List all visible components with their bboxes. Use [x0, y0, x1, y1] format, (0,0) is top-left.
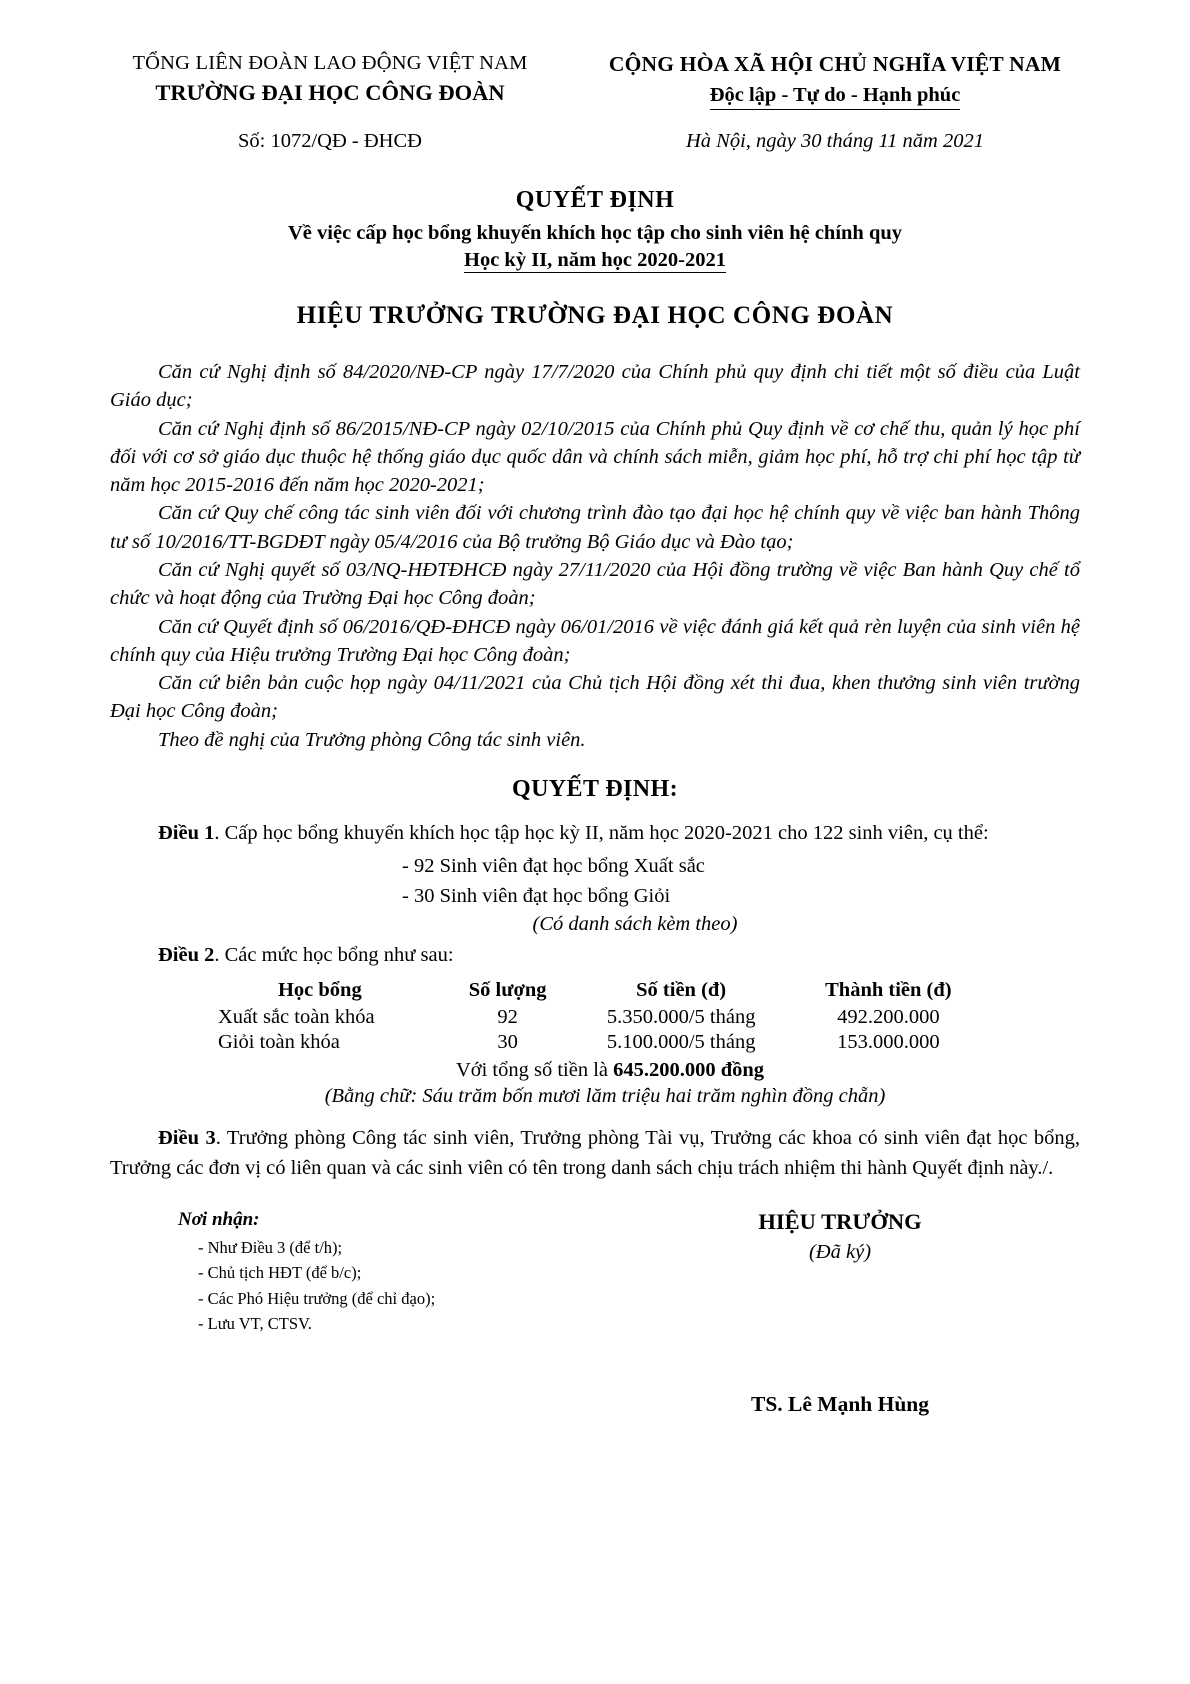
scholarship-table — [200, 979, 990, 1055]
recipients-list — [110, 1235, 630, 1337]
table-header-cell: Số tiền (đ) — [636, 979, 727, 1002]
article-2 — [110, 944, 1080, 967]
document-footer — [0, 1209, 1190, 1417]
header-right-block — [590, 52, 1080, 110]
table-row — [200, 1030, 990, 1055]
decide-heading: QUYẾT ĐỊNH: — [512, 775, 678, 802]
national-motto: Độc lập - Tự do - Hạnh phúc — [710, 84, 961, 110]
table-cell: Giỏi toàn khóa — [218, 1031, 340, 1054]
signer-title: HIỆU TRƯỞNG — [758, 1208, 922, 1234]
document-term — [464, 249, 726, 272]
recipient-item: - Như Điều 3 (để t/h); — [198, 1237, 343, 1257]
document-number: Số: 1072/QĐ - ĐHCĐ — [238, 130, 422, 152]
title-block — [0, 187, 1190, 330]
preamble-paragraph: Căn cứ Nghị định số 86/2015/NĐ-CP ngày 02/10/2015 của Chính phủ Quy định về cơ chế thu, quản lý học phí đối với cơ sở giáo dục thuộc hệ thống giáo dục quốc dân và chính sách miễn, giảm học phí, hỗ trợ chi phí học tập từ năm học 2015-2016 đến năm học 2020-2021; — [110, 417, 1080, 497]
signed-note: (Đã ký) — [808, 1240, 872, 1263]
table-cell: 492.200.000 — [837, 1006, 940, 1029]
article-1 — [110, 819, 1080, 848]
table-header-cell: Thành tiền (đ) — [825, 979, 952, 1002]
table-row — [200, 1005, 990, 1030]
table-cell: 5.350.000/5 tháng — [606, 1006, 756, 1029]
document-term-text: Học kỳ II, năm học 2020-2021 — [464, 249, 726, 271]
recipients-block — [110, 1209, 630, 1417]
article-1-item-list — [110, 852, 1080, 911]
preamble-paragraph: Căn cứ Nghị định số 84/2020/NĐ-CP ngày 17/7/2020 của Chính phủ quy định chi tiết một số điều của Luật Giáo dục; — [110, 361, 1080, 412]
preamble-paragraph: Theo đề nghị của Trưởng phòng Công tác sinh viên. — [158, 728, 586, 751]
article-1-label: Điều 1 — [158, 821, 215, 844]
document-body — [0, 358, 1190, 1183]
total-amount-line — [110, 1059, 1080, 1082]
table-cell: 30 — [497, 1031, 518, 1054]
document-title: QUYẾT ĐỊNH — [515, 187, 675, 213]
recipient-item: - Các Phó Hiệu trưởng (để chỉ đạo); — [198, 1288, 436, 1308]
table-header-cell: Học bổng — [277, 979, 362, 1002]
school-name: TRƯỜNG ĐẠI HỌC CÔNG ĐOÀN — [155, 80, 505, 105]
signer-name: TS. Lê Mạnh Hùng — [750, 1391, 930, 1416]
preamble-paragraph: Căn cứ Quy chế công tác sinh viên đối với chương trình đào tạo đại học hệ chính quy về việc ban hành Thông tư số 10/2016/TT-BGDĐT ngày 05/4/2016 của Bộ trưởng Bộ Giáo dục và Đào tạo; — [110, 502, 1080, 553]
article-2-label: Điều 2 — [158, 944, 215, 967]
article-1-text: . Cấp học bổng khuyến khích học tập học kỳ II, năm học 2020-2021 cho 122 sinh viên, cụ thể: — [214, 821, 989, 844]
document-subject: Về việc cấp học bổng khuyến khích học tập cho sinh viên hệ chính quy — [288, 222, 902, 244]
total-prefix: Với tổng số tiền là — [455, 1059, 614, 1082]
article-3-label: Điều 3 — [158, 1127, 216, 1150]
document-header — [0, 0, 1190, 110]
issuing-organization: TỔNG LIÊN ĐOÀN LAO ĐỘNG VIỆT NAM — [132, 52, 528, 74]
preamble-paragraph: Căn cứ biên bản cuộc họp ngày 04/11/2021 của Chủ tịch Hội đồng xét thi đua, khen thưởng sinh viên trường Đại học Công đoàn; — [110, 672, 1080, 723]
total-amount: 645.200.000 đồng — [613, 1059, 765, 1082]
preamble-paragraph: Căn cứ Nghị quyết số 03/NQ-HĐTĐHCĐ ngày 27/11/2020 của Hội đồng trường về việc Ban hành Quy chế tổ chức và hoạt động của Trường Đại học Công đoàn; — [110, 558, 1080, 610]
article-1-note: (Có danh sách kèm theo) — [532, 913, 738, 936]
list-item: - 92 Sinh viên đạt học bổng Xuất sắc — [402, 855, 705, 878]
table-header-cell: Số lượng — [468, 979, 547, 1002]
table-cell: 92 — [497, 1006, 518, 1029]
preamble-paragraph: Căn cứ Quyết định số 06/2016/QĐ-ĐHCĐ ngày 06/01/2016 về việc đánh giá kết quả rèn luyện của sinh viên hệ chính quy của Hiệu trưởng Trường Đại học Công đoàn; — [110, 615, 1080, 666]
table-cell: 5.100.000/5 tháng — [606, 1031, 756, 1054]
issuer-title: HIỆU TRƯỞNG TRƯỜNG ĐẠI HỌC CÔNG ĐOÀN — [296, 302, 894, 329]
article-2-text: . Các mức học bổng như sau: — [214, 944, 454, 967]
recipient-item: - Chủ tịch HĐT (để b/c); — [198, 1263, 362, 1283]
recipient-item: - Lưu VT, CTSV. — [198, 1314, 312, 1334]
article-3 — [110, 1124, 1080, 1182]
recipients-title: Nơi nhận: — [178, 1208, 260, 1230]
header-subline — [0, 110, 1190, 153]
total-in-words: (Bằng chữ: Sáu trăm bốn mươi lăm triệu hai trăm nghìn đồng chẵn) — [324, 1085, 886, 1108]
table-cell: Xuất sắc toàn khóa — [218, 1006, 375, 1029]
country-name: CỘNG HÒA XÃ HỘI CHỦ NGHĨA VIỆT NAM — [608, 52, 1062, 76]
table-header-row — [200, 979, 990, 1005]
header-left-block — [110, 52, 550, 110]
article-3-text: . Trưởng phòng Công tác sinh viên, Trưởng phòng Tài vụ, Trưởng các khoa có sinh viên đạt học bổng, Trưởng các đơn vị có liên quan và các sinh viên có tên trong danh sách chịu trách nhiệm thi hành Quyết định này./. — [110, 1127, 1081, 1179]
place-and-date: Hà Nội, ngày 30 tháng 11 năm 2021 — [685, 130, 984, 152]
table-cell: 153.000.000 — [837, 1031, 940, 1054]
list-item: - 30 Sinh viên đạt học bổng Giỏi — [402, 884, 671, 907]
signature-block — [630, 1209, 1080, 1417]
